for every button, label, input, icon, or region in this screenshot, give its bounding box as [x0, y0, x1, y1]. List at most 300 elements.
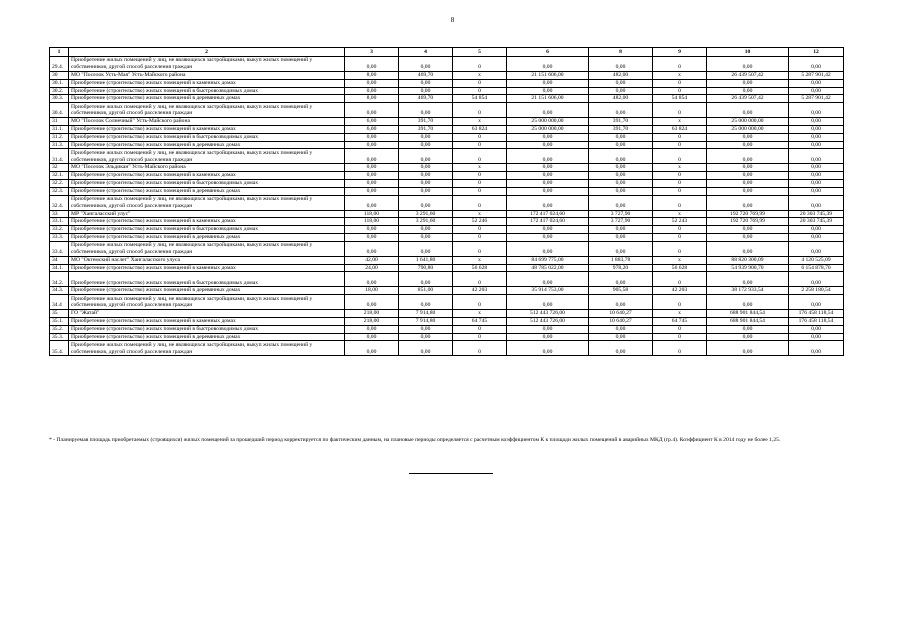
table-cell: 20 303 745,39 — [789, 218, 844, 226]
row-name: Приобретение (строительство) жилых помещений в каменных домах — [69, 264, 345, 272]
table-cell: 0,00 — [399, 195, 453, 210]
table-cell: 26 439 507,42 — [707, 95, 789, 103]
table-cell: 0,00 — [589, 179, 653, 187]
table-cell: 18,00 — [345, 287, 399, 295]
row-number: 31.4. — [50, 149, 69, 164]
table-cell: 0,00 — [589, 57, 653, 72]
table-row — [50, 333, 844, 341]
row-number: 29.4. — [50, 57, 69, 72]
row-name: МР "Хангаласский улус" — [69, 210, 345, 218]
row-name: Приобретение (строительство) жилых помещений в деревянных домах — [69, 333, 345, 341]
row-number: 31 — [50, 118, 69, 126]
row-number: 33.4. — [50, 241, 69, 256]
column-header: 6 — [507, 48, 589, 57]
table-row — [50, 187, 844, 195]
table-cell: 0,00 — [589, 341, 653, 356]
table-cell: 0,00 — [707, 103, 789, 118]
table-cell: 0,00 — [345, 295, 399, 310]
row-name: Приобретение жилых помещений у лиц, не являющихся застройщиками, выкуп жилых помещений у собственников, другой способ расселения граждан — [69, 149, 345, 164]
row-number: 30 — [50, 72, 69, 80]
table-cell: 0,00 — [507, 103, 589, 118]
table-cell: 0,00 — [345, 164, 399, 172]
table-cell: 64 745 — [653, 317, 707, 325]
table-cell: 0 — [653, 325, 707, 333]
table-row — [50, 295, 844, 310]
table-cell: х — [453, 256, 507, 264]
table-cell: 0 — [453, 103, 507, 118]
table-cell: 35 914 753,00 — [507, 287, 589, 295]
table-cell: 0,00 — [399, 79, 453, 87]
table-cell: 54 939 900,70 — [707, 264, 789, 272]
table-cell: 0,00 — [707, 133, 789, 141]
table-cell: 0,00 — [507, 149, 589, 164]
table-cell: 20 303 745,39 — [789, 210, 844, 218]
table-cell: 0,00 — [789, 179, 844, 187]
table-cell: 6,00 — [345, 125, 399, 133]
row-name: Приобретение (строительство) жилых помещений в каменных домах — [69, 172, 345, 180]
table-cell: 0,00 — [707, 241, 789, 256]
table-row — [50, 72, 844, 80]
table-cell: х — [453, 210, 507, 218]
header-row — [50, 48, 844, 57]
table-cell: 0 — [653, 295, 707, 310]
row-number: 35.3. — [50, 333, 69, 341]
table-cell: 0,00 — [707, 333, 789, 341]
table-cell: 0,00 — [589, 164, 653, 172]
column-header: 3 — [345, 48, 399, 57]
row-name: Приобретение жилых помещений у лиц, не являющихся застройщиками, выкуп жилых помещений у собственников, другой способ расселения граждан — [69, 341, 345, 356]
footnote: * - Планируемая площадь приобретаемых (строящихся) жилых помещений за прошедший период корректируется по фактическим данным, на плановые периоды определяется с расчетным коэффициентом К к площади жилых помещений в аварийных МКД (гр.4). Коэффициент К в 2014 году не более 1,25. — [49, 437, 781, 443]
table-cell: 6,00 — [345, 118, 399, 126]
table-row — [50, 341, 844, 356]
table-cell: 3 291,60 — [399, 218, 453, 226]
table-row — [50, 233, 844, 241]
row-number: 32.1. — [50, 172, 69, 180]
table-cell: 118,00 — [345, 218, 399, 226]
table-cell: 0,00 — [589, 272, 653, 287]
table-cell: 0,00 — [707, 79, 789, 87]
table-cell: 25 000 000,00 — [707, 125, 789, 133]
column-header: 1 — [50, 48, 69, 57]
row-name: Приобретение жилых помещений у лиц, не являющихся застройщиками, выкуп жилых помещений у собственников, другой способ расселения граждан — [69, 103, 345, 118]
table-cell: 3 727,90 — [589, 210, 653, 218]
table-cell: 0,00 — [345, 133, 399, 141]
table-cell: 512 443 726,00 — [507, 310, 589, 318]
table-cell: 0,00 — [789, 141, 844, 149]
table-cell: 52 246 — [453, 218, 507, 226]
row-name: МО "Октемский наслег" Хангаласского улуса — [69, 256, 345, 264]
table-row — [50, 133, 844, 141]
table-cell: 0,00 — [707, 172, 789, 180]
table-row — [50, 118, 844, 126]
table-cell: 0,00 — [345, 226, 399, 234]
row-number: 31.2. — [50, 133, 69, 141]
column-header: 10 — [707, 48, 789, 57]
table-row — [50, 95, 844, 103]
table-cell: 0,00 — [507, 141, 589, 149]
table-cell: 0,00 — [507, 179, 589, 187]
table-cell: 0,00 — [507, 195, 589, 210]
row-name: Приобретение (строительство) жилых помещений в каменных домах — [69, 79, 345, 87]
table-cell: 0,00 — [589, 333, 653, 341]
row-name: Приобретение (строительство) жилых помещений в быстровозводимых домах — [69, 325, 345, 333]
table-cell: 172 417 024,60 — [507, 210, 589, 218]
table-cell: 0,00 — [507, 187, 589, 195]
row-number: 34.4 — [50, 295, 69, 310]
table-cell: 0 — [653, 241, 707, 256]
table-cell: 0,00 — [789, 187, 844, 195]
row-name: МО "Поселок Усть-Мая" Усть-Майского района — [69, 72, 345, 80]
table-cell: 5 287 901,42 — [789, 72, 844, 80]
table-cell: 3 291,60 — [399, 210, 453, 218]
table-cell: 0 — [453, 333, 507, 341]
table-cell: 0 — [453, 226, 507, 234]
row-name: Приобретение (строительство) жилых помещений в быстровозводимых домах — [69, 87, 345, 95]
table-cell: 25 000 000,00 — [507, 125, 589, 133]
table-cell: 0,00 — [507, 241, 589, 256]
table-row — [50, 149, 844, 164]
page-number: 8 — [450, 16, 455, 24]
table-cell: 63 824 — [653, 125, 707, 133]
table-cell: х — [453, 164, 507, 172]
table-cell: 42 203 — [653, 287, 707, 295]
table-cell: 0,00 — [399, 272, 453, 287]
table-cell: 0,00 — [507, 325, 589, 333]
table-cell: 3 727,90 — [589, 218, 653, 226]
table-row — [50, 172, 844, 180]
table-cell: 0,00 — [707, 87, 789, 95]
row-name: МО "Поселок Эльдикан" Усть-Майского района — [69, 164, 345, 172]
table-cell: 0,00 — [345, 333, 399, 341]
table-cell: 0,00 — [707, 179, 789, 187]
row-name: Приобретение (строительство) жилых помещений в деревянных домах — [69, 187, 345, 195]
table-cell: 0,00 — [789, 226, 844, 234]
table-cell: 0,00 — [707, 141, 789, 149]
table-cell: 0,00 — [707, 233, 789, 241]
table-cell: 84 699 775,00 — [507, 256, 589, 264]
table-cell: 790,80 — [399, 264, 453, 272]
table-cell: 0,00 — [345, 149, 399, 164]
column-header: 9 — [653, 48, 707, 57]
table-cell: 0,00 — [399, 179, 453, 187]
table-cell: 0,00 — [707, 272, 789, 287]
row-name: Приобретение жилых помещений у лиц, не являющихся застройщиками, выкуп жилых помещений у собственников, другой способ расселения граждан — [69, 195, 345, 210]
column-header: 12 — [789, 48, 844, 57]
table-cell: 905,58 — [589, 287, 653, 295]
row-number: 31.1. — [50, 125, 69, 133]
table-row — [50, 179, 844, 187]
table-cell: 0 — [653, 195, 707, 210]
row-name: Приобретение жилых помещений у лиц, не являющихся застройщиками, выкуп жилых помещений у собственников, другой способ расселения граждан — [69, 57, 345, 72]
table-cell: 0 — [453, 233, 507, 241]
column-header: 8 — [589, 48, 653, 57]
table-cell: 54 854 — [453, 95, 507, 103]
table-cell: 0,00 — [507, 79, 589, 87]
table-cell: 0 — [653, 226, 707, 234]
table-cell: 21 151 606,00 — [507, 95, 589, 103]
table-cell: 0,00 — [399, 241, 453, 256]
table-cell: 0,00 — [707, 149, 789, 164]
table-cell: 0,00 — [789, 133, 844, 141]
table-cell: 0,00 — [589, 149, 653, 164]
row-number: 31.3. — [50, 141, 69, 149]
table-cell: 0,00 — [507, 226, 589, 234]
table-cell: 7 914,80 — [399, 317, 453, 325]
table-cell: 0 — [453, 272, 507, 287]
row-number: 34.3. — [50, 287, 69, 295]
table-cell: 0,00 — [789, 57, 844, 72]
table-cell: 0,00 — [707, 325, 789, 333]
table-cell: 0,00 — [707, 295, 789, 310]
table-cell: х — [653, 164, 707, 172]
table-cell: 0,00 — [345, 187, 399, 195]
table-cell: 0,00 — [789, 164, 844, 172]
table-cell: х — [653, 256, 707, 264]
table-cell: 0,00 — [399, 187, 453, 195]
row-number: 30.4. — [50, 103, 69, 118]
row-number: 34.1. — [50, 264, 69, 272]
table-cell: 0,00 — [399, 233, 453, 241]
table-cell: 0 — [453, 179, 507, 187]
table-cell: 0 — [453, 149, 507, 164]
table-cell: 0 — [453, 57, 507, 72]
table-cell: 25 000 000,00 — [707, 118, 789, 126]
table-cell: 7 914,80 — [399, 310, 453, 318]
table-cell: 0,00 — [399, 103, 453, 118]
table-cell: 0,00 — [345, 195, 399, 210]
table-cell: 978,20 — [589, 264, 653, 272]
table-cell: 0,00 — [707, 195, 789, 210]
table-cell: 0,00 — [589, 87, 653, 95]
table-cell: 0,00 — [507, 57, 589, 72]
table-cell: 0,00 — [399, 87, 453, 95]
table-cell: х — [653, 310, 707, 318]
table-cell: 0 — [653, 272, 707, 287]
row-name: Приобретение жилых помещений у лиц, не являющихся застройщиками, выкуп жилых помещений у собственников, другой способ расселения граждан — [69, 295, 345, 310]
table-row — [50, 287, 844, 295]
table-cell: 0 — [653, 133, 707, 141]
table-cell: 54 854 — [653, 95, 707, 103]
table-cell: х — [653, 210, 707, 218]
table-cell: 0 — [653, 57, 707, 72]
table-row — [50, 310, 844, 318]
table-cell: 851,00 — [399, 287, 453, 295]
table-cell: 0 — [653, 87, 707, 95]
table-cell: 172 417 024,60 — [507, 218, 589, 226]
row-name: Приобретение (строительство) жилых помещений в каменных домах — [69, 317, 345, 325]
table-cell: 0,00 — [399, 295, 453, 310]
table-cell: 0,00 — [399, 333, 453, 341]
row-name: Приобретение (строительство) жилых помещений в быстровозводимых домах — [69, 226, 345, 234]
row-number: 34.2. — [50, 272, 69, 287]
table-cell: 0,00 — [345, 272, 399, 287]
row-number: 33.2. — [50, 226, 69, 234]
table-cell: 8,00 — [345, 95, 399, 103]
table-cell: 0,00 — [345, 341, 399, 356]
table-cell: 0 — [653, 172, 707, 180]
table-cell: 48 785 022,00 — [507, 264, 589, 272]
table-cell: 25 000 000,00 — [507, 118, 589, 126]
row-name: Приобретение (строительство) жилых помещений в деревянных домах — [69, 287, 345, 295]
table-cell: 0,00 — [789, 172, 844, 180]
table-cell: 0 — [453, 87, 507, 95]
table-cell: х — [653, 72, 707, 80]
table-cell: 0,00 — [589, 133, 653, 141]
table-cell: 0 — [453, 241, 507, 256]
table-cell: 63 824 — [453, 125, 507, 133]
table-cell: 0,00 — [345, 179, 399, 187]
row-name: Приобретение (строительство) жилых помещений в каменных домах — [69, 218, 345, 226]
table-cell: 0 — [453, 325, 507, 333]
table-cell: 0,00 — [589, 241, 653, 256]
row-number: 34 — [50, 256, 69, 264]
row-name: Приобретение (строительство) жилых помещений в быстровозводимых домах — [69, 179, 345, 187]
column-header: 4 — [399, 48, 453, 57]
table-cell: 21 151 606,00 — [507, 72, 589, 80]
table-cell: 88 820 300,09 — [707, 256, 789, 264]
table-cell: 688 901 844,54 — [707, 310, 789, 318]
table-cell: 42 203 — [453, 287, 507, 295]
row-number: 32.2. — [50, 179, 69, 187]
table-cell: 8,00 — [345, 72, 399, 80]
row-number: 33.1. — [50, 218, 69, 226]
table-cell: 0,00 — [789, 195, 844, 210]
table-cell: 0,00 — [399, 325, 453, 333]
table-cell: 0 — [653, 341, 707, 356]
table-cell: 0 — [653, 233, 707, 241]
table-cell: 0,00 — [589, 233, 653, 241]
row-number: 33 — [50, 210, 69, 218]
table-cell: 0,00 — [399, 164, 453, 172]
table-cell: 10 640,27 — [589, 310, 653, 318]
table-cell: 0,00 — [789, 103, 844, 118]
row-name: Приобретение (строительство) жилых помещений в деревянных домах — [69, 141, 345, 149]
table-row — [50, 226, 844, 234]
table-row — [50, 256, 844, 264]
row-name: МО "Поселок Солнечный" Усть-Майского района — [69, 118, 345, 126]
table-cell: 0,00 — [507, 164, 589, 172]
table-cell: 0,00 — [507, 295, 589, 310]
table-cell: 469,70 — [399, 95, 453, 103]
row-number: 35.2. — [50, 325, 69, 333]
table-cell: 0,00 — [707, 187, 789, 195]
table-cell: 0,00 — [707, 226, 789, 234]
table-row — [50, 241, 844, 256]
table-cell: 10 640,27 — [589, 317, 653, 325]
row-name: Приобретение (строительство) жилых помещений в быстровозводимых домах — [69, 133, 345, 141]
table-cell: 0 — [653, 141, 707, 149]
table-cell: 0,00 — [399, 57, 453, 72]
table-row — [50, 218, 844, 226]
row-number: 30.3. — [50, 95, 69, 103]
table-cell: 1 883,78 — [589, 256, 653, 264]
table-cell: 0,00 — [707, 164, 789, 172]
table-row — [50, 141, 844, 149]
table-cell: 0,00 — [345, 233, 399, 241]
table-cell: 0,00 — [789, 325, 844, 333]
table-cell: 0,00 — [789, 87, 844, 95]
table-cell: х — [453, 72, 507, 80]
table-cell: 0 — [653, 79, 707, 87]
table-cell: 56 628 — [653, 264, 707, 272]
table-cell: 0,00 — [345, 172, 399, 180]
table-cell: 0,00 — [345, 57, 399, 72]
table-cell: 0,00 — [507, 87, 589, 95]
row-number: 35.4. — [50, 341, 69, 356]
table-cell: 0,00 — [399, 133, 453, 141]
table-cell: 0,00 — [589, 141, 653, 149]
row-number: 30.1. — [50, 79, 69, 87]
table-cell: 0,00 — [399, 149, 453, 164]
table-cell: 0,00 — [707, 341, 789, 356]
table-row — [50, 57, 844, 72]
table-cell: 0,00 — [507, 341, 589, 356]
table-cell: 0,00 — [399, 341, 453, 356]
table-cell: 0,00 — [789, 233, 844, 241]
row-name: Приобретение жилых помещений у лиц, не являющихся застройщиками, выкуп жилых помещений у собственников, другой способ расселения граждан — [69, 241, 345, 256]
table-cell: 0 — [653, 179, 707, 187]
table-cell: 192 720 769,99 — [707, 218, 789, 226]
table-cell: 0,00 — [345, 325, 399, 333]
table-cell: 6 154 878,70 — [789, 264, 844, 272]
table-cell: 0,00 — [589, 79, 653, 87]
table-row — [50, 125, 844, 133]
table-cell: 0,00 — [789, 118, 844, 126]
table-cell: 0,00 — [789, 125, 844, 133]
table-cell: 0,00 — [345, 79, 399, 87]
table-row — [50, 325, 844, 333]
table-cell: х — [653, 118, 707, 126]
row-number: 33.3. — [50, 233, 69, 241]
table-cell: 2 258 180,54 — [789, 287, 844, 295]
table-cell: 0,00 — [345, 241, 399, 256]
column-header: 2 — [69, 48, 345, 57]
table-cell: 0,00 — [789, 333, 844, 341]
table-cell: 0 — [453, 133, 507, 141]
row-name: Приобретение (строительство) жилых помещений в быстровозводимых домах — [69, 272, 345, 287]
table-cell: 688 901 844,54 — [707, 317, 789, 325]
table-cell: 176 458 118,54 — [789, 310, 844, 318]
table-cell: 176 458 118,54 — [789, 317, 844, 325]
table-cell: 0 — [453, 195, 507, 210]
table-row — [50, 264, 844, 272]
table-cell: 56 628 — [453, 264, 507, 272]
table-cell: 0,00 — [589, 103, 653, 118]
table-cell: 0,00 — [345, 103, 399, 118]
table-cell: 0 — [453, 187, 507, 195]
table-cell: 0,00 — [589, 187, 653, 195]
table-cell: х — [453, 310, 507, 318]
table-cell: 0,00 — [345, 141, 399, 149]
table-cell: 118,00 — [345, 210, 399, 218]
table-cell: 391,70 — [589, 118, 653, 126]
table-cell: 0,00 — [707, 57, 789, 72]
table-cell: 218,00 — [345, 310, 399, 318]
table-row — [50, 79, 844, 87]
row-number: 32 — [50, 164, 69, 172]
table-row — [50, 210, 844, 218]
table-cell: 1 641,80 — [399, 256, 453, 264]
table-cell: 0,00 — [399, 141, 453, 149]
table-cell: 0,00 — [399, 172, 453, 180]
table-cell: 0 — [453, 341, 507, 356]
table-cell: 0,00 — [507, 172, 589, 180]
table-cell: 482,00 — [589, 72, 653, 80]
table-cell: 0,00 — [789, 295, 844, 310]
table-cell: 0,00 — [507, 133, 589, 141]
table-cell: 0,00 — [789, 341, 844, 356]
table-row — [50, 164, 844, 172]
